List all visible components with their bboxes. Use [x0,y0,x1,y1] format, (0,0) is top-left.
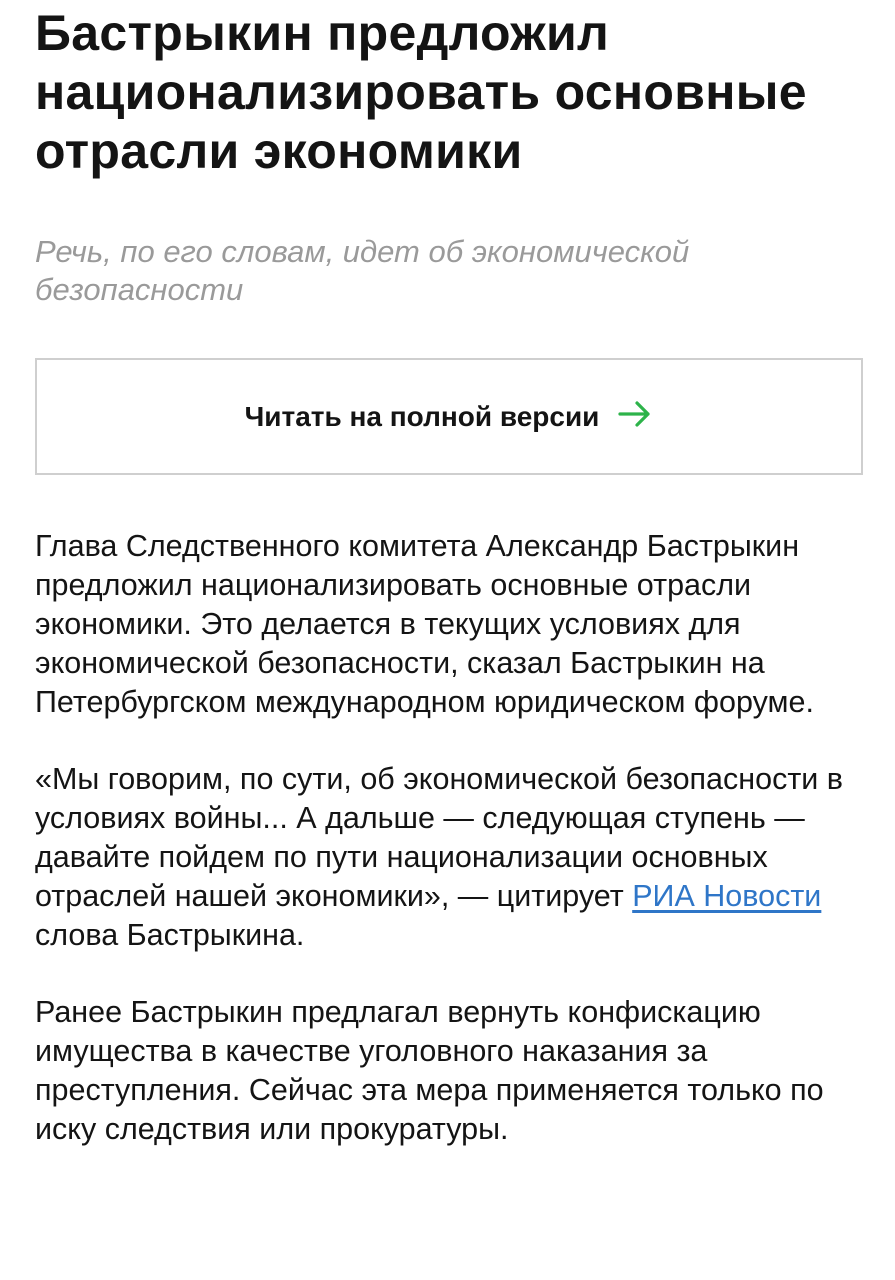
article-paragraph-3: Ранее Бастрыкин предлагал вернуть конфискацию имущества в качестве уголовного наказания за преступления. Сейчас эта мера применяется только по иску следствия или прокуратуры. [35,995,824,1146]
article-subtitle: Речь, по его словам, идет об экономической безопасности [35,234,690,307]
read-full-version-label: Читать на полной версии [244,400,600,432]
article-body [35,527,865,1149]
article-paragraph-2 [35,760,865,955]
arrow-right-icon [617,399,653,429]
paragraph-2-text-start: «Мы говорим, по сути, об экономической безопасности в условиях войны... А дальше — следующая ступень — давайте пойдем по пути национализации основных отраслей нашей экономики», — цитирует [35,762,844,913]
article-title: Бастрыкин предложил национализировать основные отрасли экономики [35,5,807,179]
article-paragraph-1: Глава Следственного комитета Александр Бастрыкин предложил национализировать основные отрасли экономики. Это делается в текущих условиях для экономической безопасности, сказал Бастрыкин на Петербургском международном юридическом форуме. [35,529,814,719]
article-page [35,0,865,1187]
ria-novosti-link[interactable]: РИА Новости [632,879,822,913]
read-full-version-button[interactable] [35,358,863,475]
paragraph-2-text-end: слова Бастрыкина. [35,918,305,952]
